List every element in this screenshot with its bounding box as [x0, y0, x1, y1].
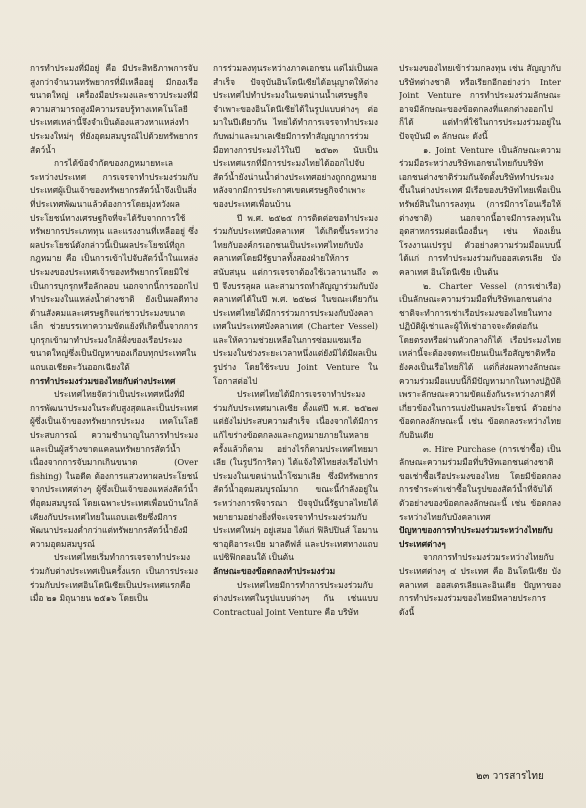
page-footer [476, 771, 576, 783]
paragraph: การทำประมงที่มีอยู่ คือ มีประสิทธิภาพการจับสูงกว่าจำนวนทรัพยากรที่มีเหลืออยู่ มีกองเรือขนาดใหญ่ เครื่องมือประมงและชาวประมงที่มีความสามารถสูงมีความรอบรู้ทางเทคโนโลยี ประเทศเหล่านี้จึงจำเป็นต้องแสวงหาแหล่งทำประมงใหม่ๆ ที่ยังอุดมสมบูรณ์ไปด้วยทรัพยากรสัตว์น้ำ [30, 63, 198, 155]
page-number: ๒๓ [476, 771, 490, 782]
magazine-name: วารสารไทย [492, 771, 544, 782]
paragraph: ๑. Joint Venture เป็นลักษณะความร่วมมือระหว่างบริษัทเอกชนไทยกับบริษัทเอกชนต่างชาติร่วมกันจัดตั้งบริษัททำประมงขึ้นในต่างประเทศ มีเรือของบริษัทไทยเพื่อเป็นทรัพย์สินในการลงทุน (การมีการโอนเรือให้ต่างชาติ) นอกจากนี้อาจมีการลงทุนในอุตสาหกรรมต่อเนื่องอื่นๆ เช่น ห้องเย็น โรงงานแปรรูป ตัวอย่างความร่วมมือแบบนี้ ได้แก่ การทำประมงร่วมกับออสเตรเลีย บังคลาเทศ อินโดนีเซีย เป็นต้น [399, 144, 561, 277]
section-heading: ลักษณะของข้อตกลงทำประมงร่วม [213, 565, 336, 576]
text-column-3 [399, 62, 561, 766]
section-heading: ปัญหาของการทำประมงร่วมระหว่างไทยกับประเทศต่างๆ [399, 525, 553, 549]
paragraph: จากการทำประมงร่วมระหว่างไทยกับประเทศต่างๆ ๔ ประเทศ คือ อินโดนีเซีย บังคลาเทศ ออสเตรเลียและอินเดีย ปัญหาของการทำประมงร่วมของไทยมีหลายประการดังนี้ [399, 552, 561, 617]
paragraph: ประเทศไทยเริ่มทำการเจรจาทำประมงร่วมกับต่างประเทศเป็นครั้งแรก เป็นการประมงร่วมกับประเทศอินโดนีเซียเป็นประเทศแรกคือ เมื่อ ๒๑ มิถุนายน ๒๕๑๖ โดยเป็น [30, 552, 198, 604]
paragraph: การได้ข้อจำกัดของกฎหมายทะเลระหว่างประเทศ การเจรจาทำประมงร่วมกับประเทศผู้เป็นเจ้าของทรัพยากรสัตว์น้ำจึงเป็นสิ่งที่ประเทศพัฒนาแล้วต้องการโดยมุ่งหวังผลประโยชน์ทางเศรษฐกิจที่จะได้รับจากการใช้ทรัพยากรประเภททุน และแรงงานที่เหลืออยู่ ซึ่งผลประโยชน์ดังกล่าวนี้เป็นผลประโยชน์ที่ถูกกฎหมาย คือ เป็นการเข้าไปจับสัตว์น้ำในแหล่งประมงของประเทศเจ้าของทรัพยากรโดยมิใช่เป็นการบุกรุกหรือลักลอบ นอกจากนี้การออกไปทำประมงในแหล่งน้ำต่างชาติ ยังเป็นผลดีทางด้านสังคมและเศรษฐกิจแก่ชาวประมงขนาดเล็ก ช่วยบรรเทาความขัดแย้งที่เกิดขึ้นจากการบุกรุกเข้ามาทำประมงใกล้ฝั่งของเรือประมงขนาดใหญ่ซึ่งเป็นปัญหาของเกือบทุกประเทศในแถบเอเชียตะวันออกเฉียงใต้ [30, 158, 198, 373]
paragraph: ประเทศไทยจัดว่าเป็นประเทศหนึ่งที่มีการพัฒนาประมงในระดับสูงสุดและเป็นประเทศผู้ซึ่งเป็นเจ้าของทรัพยากรประมง เทคโนโลยี ประสบการณ์ ความชำนาญในการทำประมงและเป็นผู้สร้างขาดแคลนทรัพยากรสัตว์น้ำ เนื่องจากการจับมากเกินขนาด (Over fishing) ในอดีต ต้องการแสวงหาผลประโยชน์จากประเทศต่างๆ ผู้ซึ่งเป็นเจ้าของแหล่งสัตว์น้ำที่อุดมสมบูรณ์ โดยเฉพาะประเทศเพื่อนบ้านใกล้เคียงกับประเทศไทยในแถบเอเชียซึ่งมีการพัฒนาประมงต่ำกว่าแต่ทรัพยากรสัตว์น้ำยังมีความอุดมสมบูรณ์ [30, 389, 198, 549]
paragraph: การร่วมลงทุนระหว่างภาคเอกชน แต่ไม่เป็นผลสำเร็จ ปัจจุบันอินโดนีเซียได้อนุญาตให้ต่างประเทศไปทำประมงในเขตน่านน้ำเศรษฐกิจจำเพาะของอินโดนีเซียได้ในรูปแบบต่างๆ ต่อมาในปีเดียวกัน ไทยได้ทำการเจรจาทำประมงกับพม่าและมาเลเซียมีการทำสัญญาการร่วมมือทางการประมงไว้ในปี ๒๕๒๓ นับเป็นประเทศแรกที่มีการประมงไทยได้ออกไปจับสัตว์น้ำยังน่านน้ำต่างประเทศอย่างถูกกฎหมายหลังจากมีการประกาศเขตเศรษฐกิจจำเพาะของประเทศเพื่อนบ้าน [213, 63, 378, 209]
section-heading: การทำประมงร่วมของไทยกับต่างประเทศ [30, 375, 176, 386]
paragraph: ประมงของไทยเข้าร่วมกลงทุน เช่น สัญญากับบริษัทต่างชาติ หรือเรียกอีกอย่างว่า Inter Joint Venture การทำประมงร่วมลักษณะ อาจมีลักษณะของข้อตกลงที่แตกต่างออกไปก็ได้ แต่ทำที่ใช้ในการประมงร่วมอยู่ในปัจจุบันมี ๓ ลักษณะ ดังนี้ [399, 63, 561, 141]
text-column-2 [213, 62, 378, 774]
paragraph: ปี พ.ศ. ๒๕๒๕ การติดต่อขอทำประมงร่วมกับประเทศบังคลาเทศ ได้เกิดขึ้นระหว่างไทยกับองค์กรเอกชนเป็นประเทศไทยกับบังคลาเทศโดยมีรัฐบาลทั้งสองฝ่ายให้การสนับสนุน แต่การเจรจาต้องใช้เวลานานถึง ๓ ปี จึงบรรลุผล และสามารถทำสัญญาร่วมกับบังคลาเทศได้ในปี พ.ศ. ๒๕๒๘ ในขณะเดียวกันประเทศไทยได้มีการร่วมการประมงกับบังคลาเทศในประเทศบังคลาเทศ (Charter Vessel) และให้ความช่วยเหลือในการซ่อมแซมเรือประมงในช่วงระยะเวลาหนึ่งแต่ยังมิได้มีผลเป็นรูปร่าง โดยใช้ระบบ Joint Venture ในโอกาสต่อไป [213, 212, 378, 386]
paragraph: ๓. Hire Purchase (การเช่าซื้อ) เป็นลักษณะความร่วมมือที่บริษัทเอกชนต่างชาติขอเช่าซื้อเรือประมงของไทย โดยมีข้อตกลงการชำระค่าเช่าซื้อในรูปของสัตว์น้ำที่จับได้ ตัวอย่างของข้อตกลงลักษณะนี้ เช่น ข้อตกลงระหว่างไทยกับบังคลาเทศ [399, 443, 561, 522]
text-column-1 [30, 62, 198, 772]
paragraph: ๒. Charter Vessel (การเช่าเรือ) เป็นลักษณะความร่วมมือที่บริษัทเอกชนต่างชาติจะทำการเช่าเรือประมงของไทยในทางปฏิบัติผู้เช่าและผู้ให้เช่าอาจจะตัดต่อกันโดยตรงหรือผ่านตัวกลางก็ได้ เรือประมงไทยเหล่านี้จะต้องจดทะเบียนเป็นเรือสัญชาติหรือยังคงเป็นเรือไทยก็ได้ แต่ก็ส่งผลทางลักษณะความร่วมมือแบบนี้ก็มีปัญหามากในทางปฏิบัติ เพราะลักษณะความขัดแย้งกันระหว่างภาคีที่เกี่ยวข้องในการแบ่งปันผลประโยชน์ ตัวอย่างข้อตกลงลักษณะนี้ เช่น ข้อตกลงระหว่างไทยกับอินเดีย [399, 280, 561, 441]
paragraph: ประเทศไทยมีการทำการประมงร่วมกับต่างประเทศในรูปแบบต่างๆ กัน เช่นแบบ Contractual Joint Venture คือ บริษัท [213, 579, 378, 617]
paragraph: ประเทศไทยได้มีการเจรจาทำประมงร่วมกับประเทศมาเลเซีย ตั้งแต่ปี พ.ศ. ๒๕๒๗ แต่ยังไม่ประสบความสำเร็จ เนื่องจากได้มีการแก้ไขร่างข้อตกลงและกฎหมายภายในหลายครั้งแล้วก็ตาม อย่างไรก็ตามประเทศไทยมาเลีย (ในรูปวีการิตา) ได้แจ้งให้ไทยส่งเรือไปทำประมงในเขตน่านน้ำโซมาเลีย ซึ่งมีทรัพยากรสัตว์น้ำอุดมสมบูรณ์มาก ขณะนี้กำลังอยู่ในระหว่างการพิจารณา ปัจจุบันนี้รัฐบาลไทยได้พยายามอย่างยิ่งที่จะเจรจาทำประมงร่วมกับประเทศใหม่ๆ อยู่เสมอ ได้แก่ ฟิลิปปินส์ โอมาน ซาอุดิอาระเบีย มาลดีฟส์ และประเทศทางแถบแปซิฟิกตอนใต้ เป็นต้น [213, 389, 378, 563]
